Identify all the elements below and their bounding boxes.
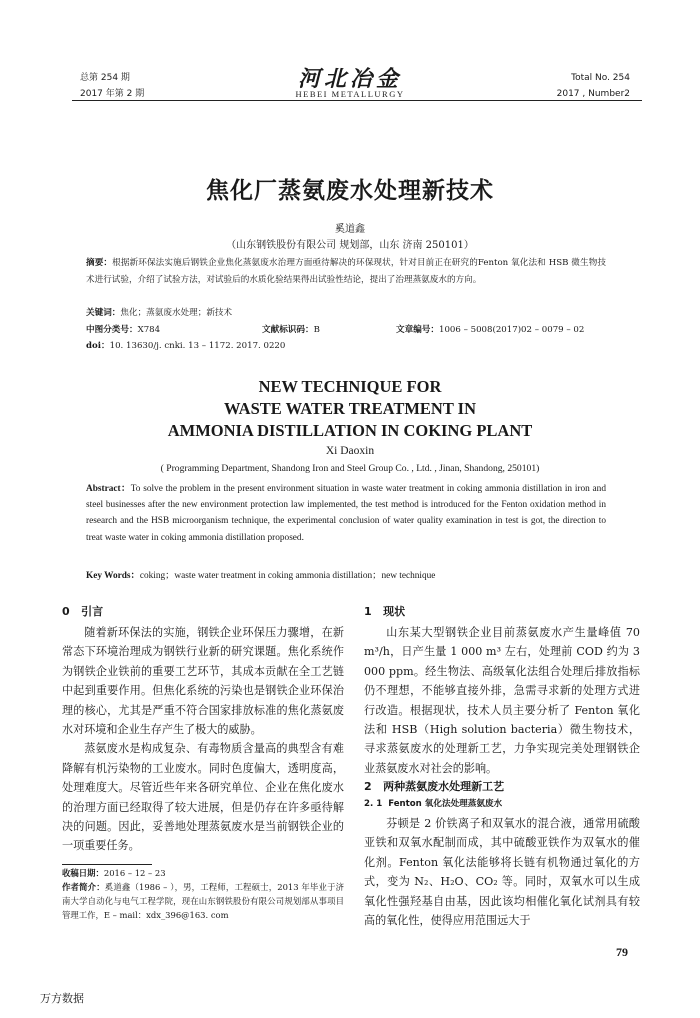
- author-note: [62, 880, 344, 922]
- clc-label: 中图分类号：: [86, 325, 138, 335]
- abstract-cn: [86, 255, 606, 288]
- doc-label: 文献标识码：: [262, 325, 314, 335]
- abstract-cn-label: 摘要：: [86, 258, 113, 268]
- clc-value: X784: [137, 325, 161, 335]
- subsection-2-1-heading: [364, 797, 502, 811]
- keywords-en-text: coking；waste water treatment in coking ammonia distillation；new technique: [139, 571, 436, 581]
- keywords-cn: [86, 305, 606, 322]
- abstract-en-text: To solve the problem in the present environment situation in waste water treatment in coking ammonia distillation in iron and steel businesses after the new environment protection law implemented, the test method is introduced for the Fenton oxidation method in research and the HSB microorganism technique, the experimental conclusion of water quality examination in test is got, the direction to treat waste water in coking ammonia distillation proposed.: [86, 484, 606, 543]
- article-number: [396, 322, 584, 339]
- author-en: Xi Daoxin: [325, 445, 375, 457]
- article-value: 1006 – 5008(2017)02 – 0079 – 02: [438, 325, 585, 335]
- keywords-en-label: Key Words：: [86, 571, 140, 581]
- fenton-paragraph: 芬顿是 2 价铁离子和双氧水的混合液，通常用硫酸亚铁和双氧水配制而成，其中硫酸亚铁作为双氧水的催化剂。Fenton 氧化法能够将长链有机物通过氧化的方式，变为 N₂、H₂O、CO₂ 等。同时，双氧水可以生成氧化性强羟基自由基，因此该均相催化氧化试剂具有较高的氧化性，使得应用范围远大于: [364, 817, 640, 928]
- keywords-cn-label: 关键词：: [86, 308, 121, 318]
- doi-value: 10. 13630/j. cnki. 13 – 1172. 2017. 0220: [109, 341, 286, 351]
- author-cn: 奚道鑫: [335, 224, 365, 235]
- section-2-number: 2: [364, 780, 372, 793]
- footer-brand: 万方数据: [40, 992, 84, 1005]
- header-total-no-en: Total No. 254: [571, 73, 630, 83]
- affiliation-en: ( Programming Department, Shandong Iron and Steel Group Co. , Ltd. , Jinan, Shandong, 250101): [160, 463, 540, 474]
- magazine-title: 河北冶金: [297, 66, 402, 92]
- clc-number: [86, 322, 160, 339]
- received-date: [62, 866, 344, 880]
- section-0-number: 0: [62, 605, 70, 618]
- subsection-2-1-title: Fenton 氧化法处理蒸氨废水: [388, 799, 503, 809]
- section-0-heading: [62, 604, 103, 620]
- intro-paragraph-1: 随着新环保法的实施，钢铁企业环保压力骤增，在新常态下环境治理成为钢铁行业新的研究课题。焦化系统作为钢铁企业铁前的重要工艺环节，其成本贡献在全工艺链中起到重要作用。但焦化系统的污染也是钢铁企业环保治理的核心，尤其是严重不符合国家排放标准的焦化蒸氨废水对环境和企业生存产生了极大的威胁。: [62, 626, 344, 737]
- author-note-text: 奚道鑫（1986 – ），男，工程师，工程硕士，2013 年毕业于济南大学自动化与电气工程学院，现在山东钢铁股份有限公司规划部从事项目管理工作，E – mail：xdx_396@163. com: [62, 882, 345, 920]
- fenton-body: [364, 814, 640, 930]
- doc-value: B: [313, 325, 320, 335]
- author-note-label: 作者简介：: [62, 882, 105, 892]
- received-label: 收稿日期：: [62, 868, 104, 878]
- affiliation-cn: （山东钢铁股份有限公司 规划部，山东 济南 250101）: [226, 240, 474, 251]
- section-2-title: 两种蒸氨废水处理新工艺: [383, 780, 505, 793]
- footnote-rule: [62, 864, 152, 865]
- header-issue-cn: 2017 年第 2 期: [80, 89, 145, 99]
- doi-label: doi：: [86, 341, 110, 351]
- doi: [86, 338, 285, 355]
- article-title-cn: 焦化厂蒸氨废水处理新技术: [206, 178, 494, 204]
- intro-body: [62, 623, 344, 856]
- subsection-2-1-number: 2. 1: [364, 799, 383, 809]
- magazine-subtitle: HEBEI METALLURGY: [295, 89, 405, 99]
- keywords-en: [86, 568, 606, 584]
- abstract-en-label: Abstract：: [86, 484, 131, 494]
- status-body: [364, 623, 640, 778]
- doc-code: [262, 322, 320, 339]
- section-1-number: 1: [364, 605, 372, 618]
- keywords-cn-text: 焦化；蒸氨废水处理；新技术: [120, 308, 233, 318]
- section-1-title: 现状: [383, 605, 406, 618]
- header-total-no-cn: 总第 254 期: [80, 73, 130, 83]
- abstract-cn-text: 根据新环保法实施后钢铁企业焦化蒸氨废水治理方面亟待解决的环保现状，针对目前正在研究的Fenton 氧化法和 HSB 微生物技术进行试验，介绍了试验方法，对试验后的水质化验结果得出试验性结论，提出了治理蒸氨废水的方向。: [86, 258, 606, 285]
- article-title-en-line2: WASTE WATER TREATMENT IN: [223, 399, 476, 418]
- header-rule: [72, 100, 642, 101]
- status-paragraph: 山东某大型钢铁企业目前蒸氨废水产生量峰值 70 m³/h，日产生量 1 000 m³ 左右，处理前 COD 约为 3 000 ppm。经生物法、高级氧化法组合处理后排放指标仍不理想，不能够直接外排，急需寻求新的处理方式进行改造。根据现状，技术人员主要分析了 Fenton 氧化法和 HSB（High solution bacteria）微生物技术，寻求蒸氨废水的处理新工艺，力争实现完美处理钢铁企业蒸氨废水对社会的影响。: [364, 626, 640, 775]
- intro-paragraph-2: 蒸氨废水是构成复杂、有毒物质含量高的典型含有难降解有机污染物的工业废水。同时色度偏大，透明度高，处理难度大。尽管近些年来各研究单位、企业在焦化废水的治理方面已经取得了较大进展，但是仍存在许多亟待解决的问题。因此，妥善地处理蒸氨废水是当前钢铁企业的一项重要任务。: [62, 742, 344, 853]
- page-number: 79: [616, 945, 628, 959]
- section-0-title: 引言: [81, 605, 104, 618]
- article-title-en-line1: NEW TECHNIQUE FOR: [258, 377, 442, 396]
- abstract-en: [86, 481, 606, 546]
- section-2-heading: [364, 779, 504, 795]
- header-issue-en: 2017 , Number2: [556, 89, 630, 99]
- article-title-en-line3: AMMONIA DISTILLATION IN COKING PLANT: [167, 421, 533, 440]
- article-label: 文章编号：: [396, 325, 439, 335]
- received-value: 2016 – 12 – 23: [103, 868, 166, 878]
- section-1-heading: [364, 604, 405, 620]
